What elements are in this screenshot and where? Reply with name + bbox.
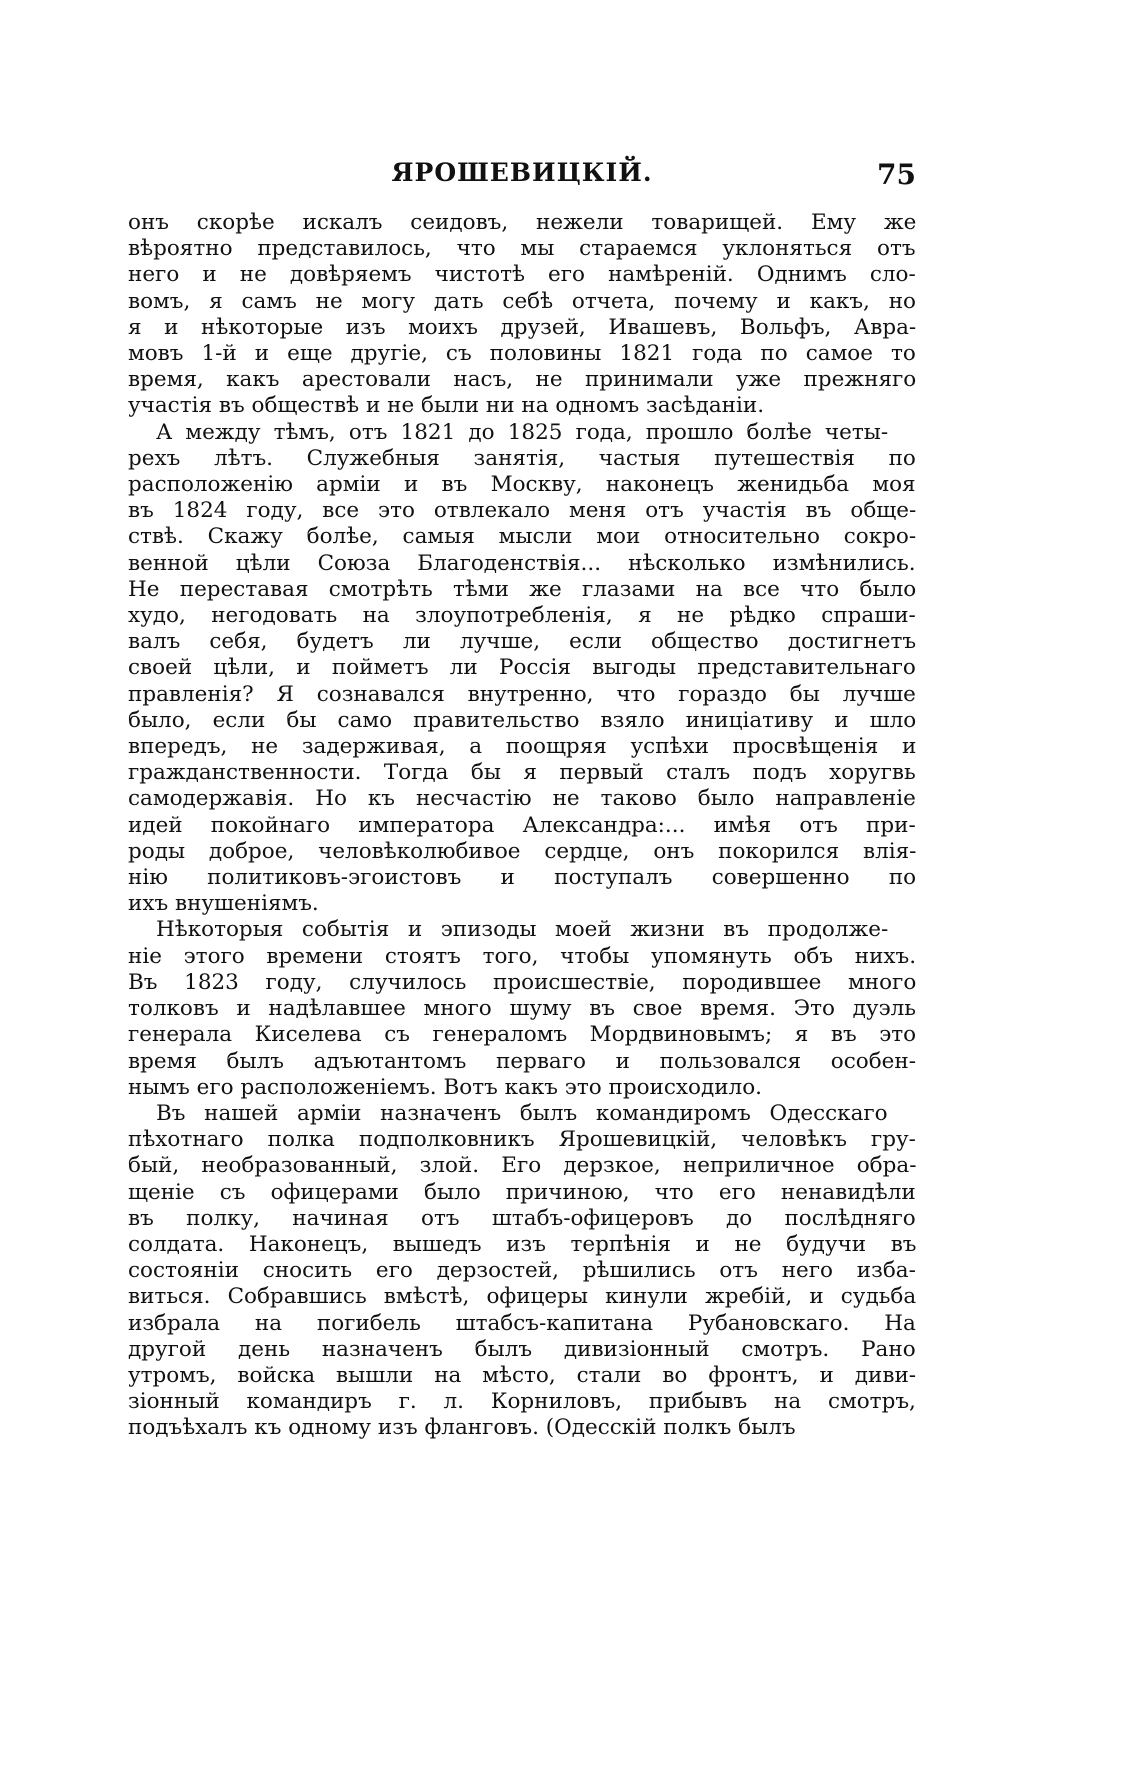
text-line: впередъ, не задерживая, а поощряя успѣхи просвѣщенія и (128, 734, 917, 760)
text-line: А между тѣмъ, отъ 1821 до 1825 года, прошло болѣе четы- (156, 419, 889, 445)
text-line: участія въ обществѣ и не были ни на одномъ засѣданіи. (128, 393, 765, 419)
text-line: пѣхотнаго полка подполковникъ Ярошевицкій, человѣкъ гру- (128, 1127, 916, 1153)
text-line: въ 1824 году, все это отвлекало меня отъ участія въ обще- (128, 498, 917, 524)
paragraph (128, 1101, 916, 1442)
text-line: Нѣкоторыя событія и эпизоды моей жизни въ продолже- (156, 917, 889, 943)
text-line: другой день назначенъ былъ дивизіонный смотръ. Рано (128, 1336, 916, 1362)
text-line: ствѣ. Скажу болѣе, самыя мысли мои относительно сокро- (128, 524, 917, 550)
text-line: ихъ внушеніямъ. (128, 891, 319, 917)
text-line: время, какъ арестовали насъ, не принимали уже прежняго (128, 367, 917, 393)
text-line: Въ 1823 году, случилось происшествіе, породившее много (128, 969, 917, 995)
text-line: валъ себя, будетъ ли лучше, если общество достигнетъ (128, 629, 917, 655)
paragraph (128, 210, 916, 420)
text-line: расположенію арміи и въ Москву, наконецъ женидьба моя (128, 472, 916, 498)
running-title: ЯРОШЕВИЦКІЙ. (391, 158, 653, 187)
text-line: вомъ, я самъ не могу дать себѣ отчета, почему и какъ, но (128, 288, 916, 314)
text-line: бый, необразованный, злой. Его дерзкое, неприличное обра- (128, 1153, 917, 1179)
text-line: виться. Собравшись вмѣстѣ, офицеры кинули жребій, и судьба (128, 1284, 917, 1310)
text-line: было, если бы само правительство взяло иниціативу и шло (128, 707, 917, 733)
text-line: гражданственности. Тогда бы я первый сталъ подъ хоругвь (128, 760, 916, 786)
text-line: своей цѣли, и пойметъ ли Россія выгоды представительнаго (128, 655, 916, 681)
text-line: подъѣхалъ къ одному изъ фланговъ. (Одесскій полкъ былъ (128, 1415, 796, 1441)
text-line: солдата. Наконецъ, вышедъ изъ терпѣнія и не будучи въ (128, 1231, 917, 1257)
text-line: нію политиковъ-эгоистовъ и поступалъ совершенно по (128, 865, 917, 891)
text-line: него и не довѣряемъ чистотѣ его намѣреній. Однимъ сло- (128, 262, 916, 288)
body-text (128, 210, 916, 1442)
text-line: венной цѣли Союза Благоденствія... нѣсколько измѣнились. (128, 550, 916, 576)
text-line: худо, негодовать на злоупотребленія, я не рѣдко спраши- (128, 603, 916, 629)
text-line: вѣроятно представилось, что мы стараемся уклоняться отъ (128, 236, 916, 262)
text-line: время былъ адъютантомъ перваго и пользовался особен- (128, 1048, 916, 1074)
text-line: роды доброе, человѣколюбивое сердце, онъ покорился влія- (128, 838, 917, 864)
text-line: идей покойнаго императора Александра:... имѣя отъ при- (128, 812, 916, 838)
text-line: Въ нашей арміи назначенъ былъ командиромъ Одесскаго (156, 1100, 888, 1126)
text-line: избрала на погибель штабсъ-капитана Рубановскаго. На (128, 1310, 916, 1336)
text-line: щеніе съ офицерами было причиною, что его ненавидѣли (128, 1179, 916, 1205)
text-line: мовъ 1-й и еще другіе, съ половины 1821 года по самое то (128, 341, 916, 367)
paragraph (128, 420, 916, 918)
text-line: нымъ его расположеніемъ. Вотъ какъ это происходило. (128, 1074, 762, 1100)
text-line: зіонный командиръ г. л. Корниловъ, прибывъ на смотръ, (128, 1389, 916, 1415)
text-line: состояніи сносить его дерзостей, рѣшились отъ него избa- (128, 1258, 916, 1284)
text-line: правленія? Я сознавался внутренно, что гораздо бы лучше (128, 681, 916, 707)
page-header (128, 158, 916, 198)
text-line: толковъ и надѣлавшее много шуму въ свое время. Это дуэль (128, 996, 916, 1022)
text-line: утромъ, войска вышли на мѣсто, стали во фронтъ, и диви- (128, 1362, 917, 1388)
text-line: я и нѣкоторые изъ моихъ друзей, Ивашевъ, Вольфъ, Авра- (128, 314, 917, 340)
text-line: въ полку, начиная отъ штабъ-офицеровъ до послѣдняго (128, 1205, 916, 1231)
page-number: 75 (877, 158, 916, 191)
text-line: онъ скорѣе искалъ сеидовъ, нежели товарищей. Ему же (128, 210, 917, 235)
paragraph (128, 917, 916, 1100)
text-line: рехъ лѣтъ. Служебныя занятія, частыя путешествія по (128, 445, 916, 471)
text-line: ніе этого времени стоятъ того, чтобы упомянуть объ нихъ. (128, 943, 917, 969)
text-line: генерала Киселева съ генераломъ Мордвиновымъ; я въ это (128, 1022, 917, 1048)
text-line: Не переставая смотрѣть тѣми же глазами на все что было (128, 576, 917, 602)
text-line: самодержавія. Но къ несчастію не таково было направленіе (128, 786, 916, 812)
